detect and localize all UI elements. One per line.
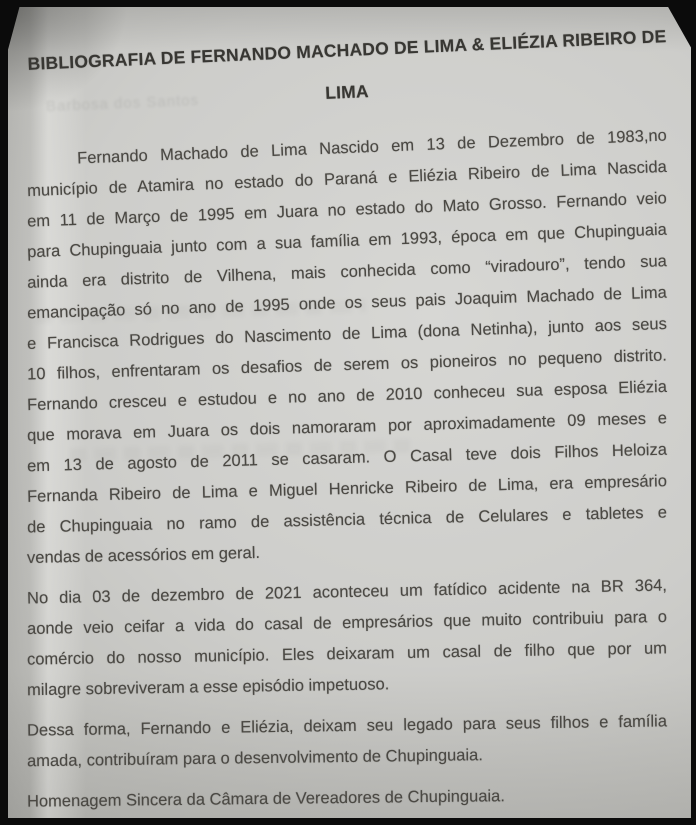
text-line: comércio do nosso município. Eles deixaram um casal de filho que por um [26, 639, 668, 669]
text-line: em 11 de Março de 1995 em Juara no estado do Mato Grosso. Fernando veio [26, 189, 668, 231]
paper [8, 7, 691, 818]
text-line: Homenagem Sincera da Câmara de Vereadores de Chupinguaia. [26, 787, 505, 811]
text-line: de Chupinguaia no ramo de assistência técnica de Celulares e tabletes e [26, 503, 668, 537]
text-line: emancipação só no ano de 1995 onde os seus pais Joaquim Machado de Lima [26, 283, 668, 323]
text-line: Dessa forma, Fernando e Eliézia, deixam seu legado para seus filhos e família [26, 712, 668, 740]
text-line: Fernanda Ribeiro de Lima e Miguel Henricke Ribeiro de Lima, era empresário [26, 472, 668, 506]
document-body [26, 126, 668, 814]
text-line: em 13 de agosto de 2011 se casaram. O Casal teve dois Filhos Heloiza [26, 440, 668, 476]
text-line: para Chupinguaia junto com a sua família em 1993, época em que Chupinguaia [26, 220, 668, 262]
text-line: que morava em Juara os dois namoraram por aproximadamente 09 meses e [26, 409, 668, 445]
text-line: milagre sobreviveram a esse episódio impetuoso. [26, 675, 390, 700]
text-line: Fernando Machado de Lima Nascido em 13 de Dezembro de 1983,no [76, 126, 668, 168]
text-line: amada, contribuíram para o desenvolvimento de Chupinguaia. [26, 746, 483, 771]
paragraph [27, 577, 667, 701]
bleed-through-text: Barbosa dos Santos [45, 91, 200, 116]
text-line: 10 filhos, enfrentaram os desafios de serem os pioneiros no pequeno distrito. [26, 346, 668, 384]
text-line: No dia 03 de dezembro de 2021 aconteceu um fatídico acidente na BR 364, [26, 576, 668, 608]
text-line: Fernando cresceu e estudou e no ano de 2010 conheceu sua esposa Eliézia [26, 377, 668, 415]
paragraph [27, 783, 667, 814]
text-line: vendas de acessórios em geral. [26, 543, 261, 568]
text-line: aonde veio ceifar a vida do casal de empresários que muito contribuiu para o [26, 607, 668, 639]
text-line: ainda era distrito de Vilhena, mais conhecida como “viradouro”, tendo sua [26, 252, 668, 292]
paragraph [27, 711, 667, 773]
document-title [27, 26, 667, 116]
paragraph [26, 126, 668, 568]
text-line: e Francisca Rodrigues do Nascimento de Lima (dona Netinha), junto aos seus [26, 315, 668, 353]
text-line: município de Atamira no estado do Paraná e Eliézia Ribeiro de Lima Nascida [26, 157, 668, 201]
title-line: BIBLIOGRAFIA DE FERNANDO MACHADO DE LIMA & ELIÉZIA RIBEIRO DE [27, 26, 667, 74]
title-line: LIMA [324, 81, 370, 103]
document-content [8, 7, 691, 814]
